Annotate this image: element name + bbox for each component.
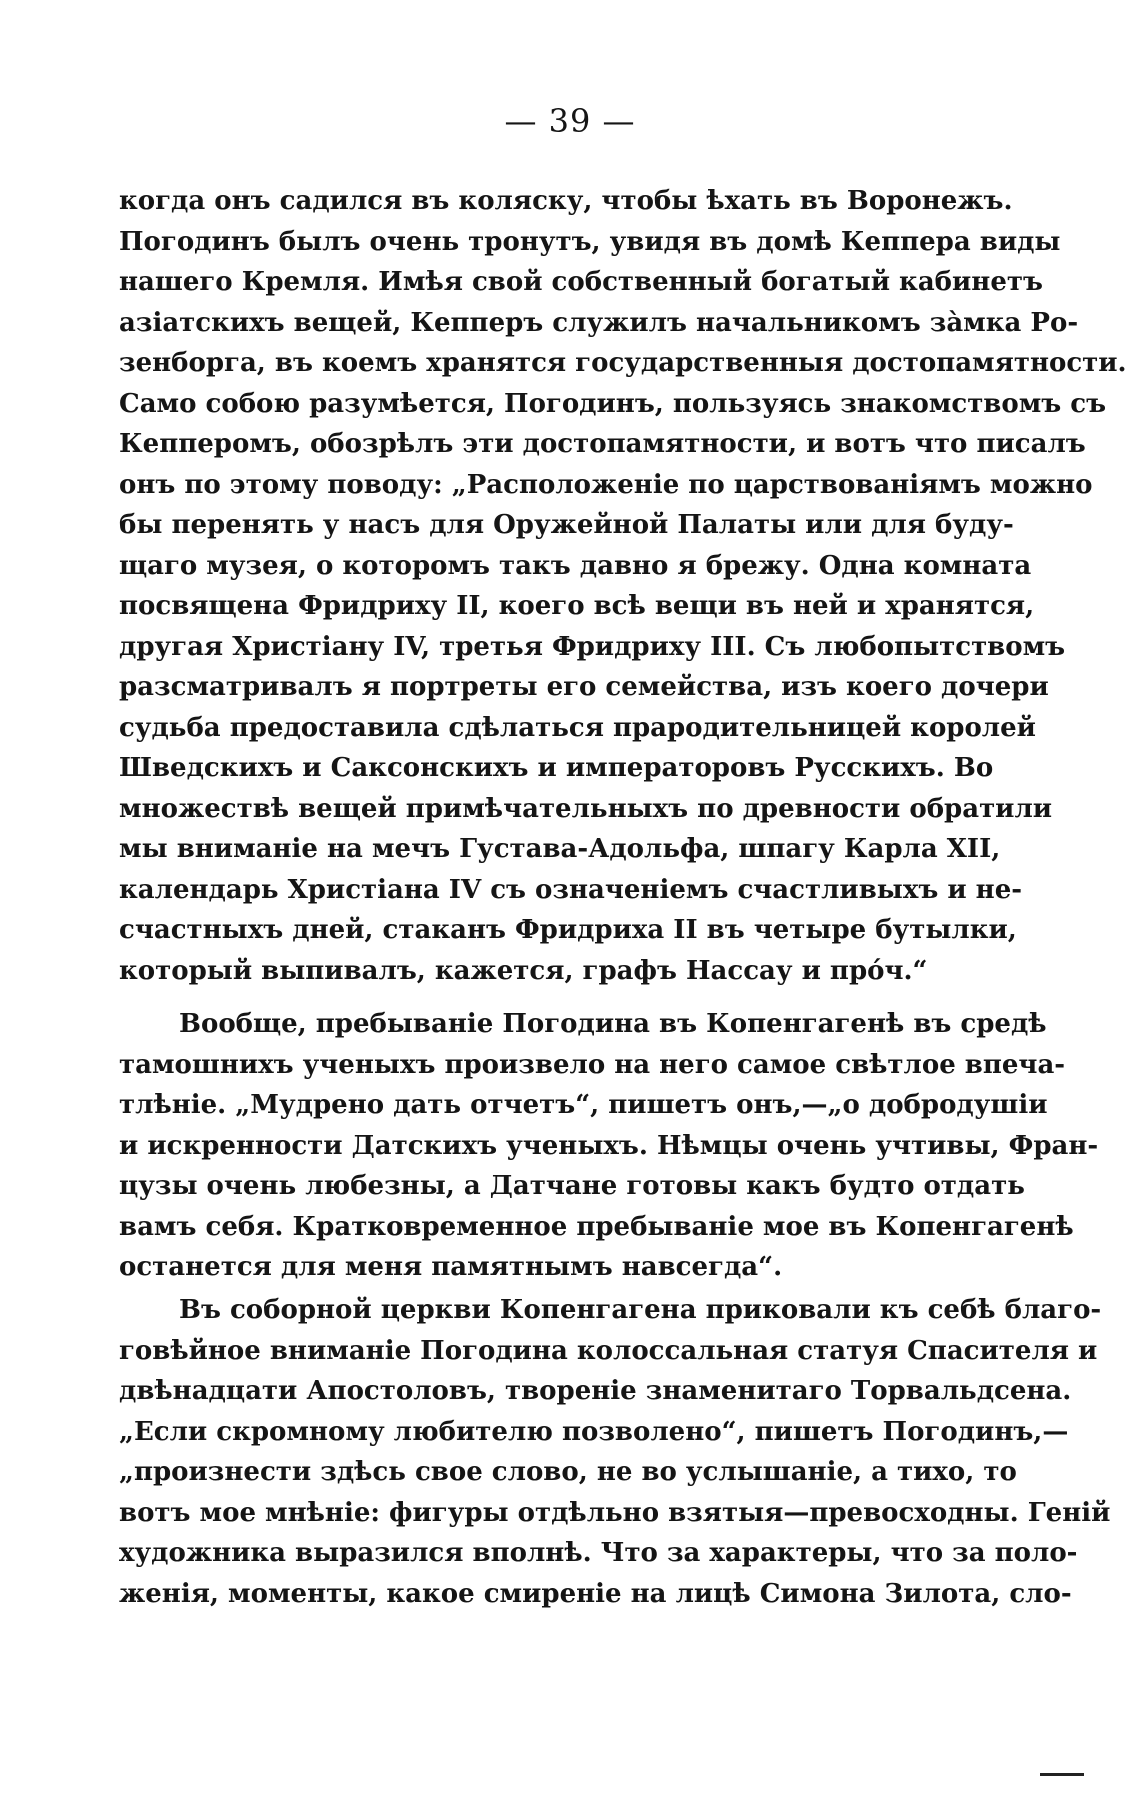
text-line: Въ соборной церкви Копенгагена приковали къ себѣ благо- <box>179 1295 1102 1325</box>
text-line: календарь Христіана IV съ означеніемъ счастливыхъ и не- <box>119 874 1023 905</box>
text-line: щаго музея, о которомъ такъ давно я брежу. Одна комната <box>119 550 1032 581</box>
text-line: посвящена Фридриху II, коего всѣ вещи въ ней и хранятся, <box>119 591 1035 621</box>
text-line: вотъ мое мнѣніе: фигуры отдѣльно взятыя—превосходны. Геній <box>119 1497 1111 1528</box>
text-line: останется для меня памятнымъ навсегда“. <box>119 1252 783 1282</box>
text-line: Само собою разумѣется, Погодинъ, пользуясь знакомствомъ съ <box>119 388 1107 419</box>
text-line: вамъ себя. Кратковременное пребываніе мое въ Копенгагенѣ <box>119 1211 1074 1242</box>
text-line: тлѣніе. „Мудрено дать отчетъ“, пишетъ онъ,—„о добродушіи <box>119 1090 1048 1120</box>
paragraph-2 <box>119 1004 1099 1288</box>
text-line: судьба предоставила сдѣлаться прародительницей королей <box>119 712 1036 743</box>
text-line: когда онъ садился въ коляску, чтобы ѣхать въ Воронежъ. <box>119 186 1013 216</box>
text-line: который выпивалъ, кажется, графъ Нассау и прóч.“ <box>119 955 928 986</box>
text-line: мы вниманіе на мечъ Густава-Адольфа, шпагу Карла XII, <box>119 834 1001 864</box>
text-line: разсматривалъ я портреты его семейства, изъ коего дочери <box>119 672 1049 702</box>
text-line: азіатскихъ вещей, Кепперъ служилъ начальникомъ зàмка Ро- <box>119 307 1079 338</box>
text-line: художника выразился вполнѣ. Что за характеры, что за поло- <box>119 1538 1078 1568</box>
page-number: — 39 — <box>504 102 636 140</box>
text-line: Погодинъ былъ очень тронутъ, увидя въ домѣ Кеппера виды <box>119 226 1061 257</box>
text-line: Шведскихъ и Саксонскихъ и императоровъ Русскихъ. Во <box>119 753 994 783</box>
text-line: и искренности Датскихъ ученыхъ. Нѣмцы очень учтивы, Фран- <box>119 1130 1099 1161</box>
text-line: Кепперомъ, обозрѣлъ эти достопамятности, и вотъ что писалъ <box>119 429 1086 459</box>
text-line: онъ по этому поводу: „Расположеніе по царствованіямъ можно <box>119 469 1093 500</box>
text-line: счастныхъ дней, стаканъ Фридриха II въ четыре бутылки, <box>119 915 1017 945</box>
text-line: другая Христіану IV, третья Фридриху III. Съ любопытствомъ <box>119 631 1066 662</box>
text-line: „Если скромному любителю позволено“, пишетъ Погодинъ,— <box>119 1416 1069 1447</box>
text-line: „произнести здѣсь свое слово, не во услышаніе, а тихо, то <box>119 1457 1017 1487</box>
text-line: бы перенять у насъ для Оружейной Палаты или для буду- <box>119 510 1014 540</box>
text-line: женія, моменты, какое смиреніе на лицѣ Симона Зилота, сло- <box>119 1578 1072 1609</box>
text-line: Вообще, пребываніе Погодина въ Копенгагенѣ въ средѣ <box>179 1009 1047 1039</box>
text-line: двѣнадцати Апостоловъ, твореніе знаменитаго Торвальдсена. <box>119 1376 1072 1406</box>
paragraph-3 <box>119 1290 1111 1614</box>
text-line: цузы очень любезны, а Датчане готовы какъ будто отдать <box>119 1171 1025 1201</box>
text-line: говѣйное вниманіе Погодина колоссальная статуя Спасителя и <box>119 1335 1098 1366</box>
paragraph-1 <box>119 181 1127 991</box>
text-line: зенборга, въ коемъ хранятся государственныя достопамятности. <box>119 348 1127 378</box>
text-line: нашего Кремля. Имѣя свой собственный богатый кабинетъ <box>119 267 1043 297</box>
text-line: множествѣ вещей примѣчательныхъ по древности обратили <box>119 793 1053 824</box>
margin-dash-mark <box>1040 1773 1084 1776</box>
text-line: тамошнихъ ученыхъ произвело на него самое свѣтлое впеча- <box>119 1049 1066 1080</box>
